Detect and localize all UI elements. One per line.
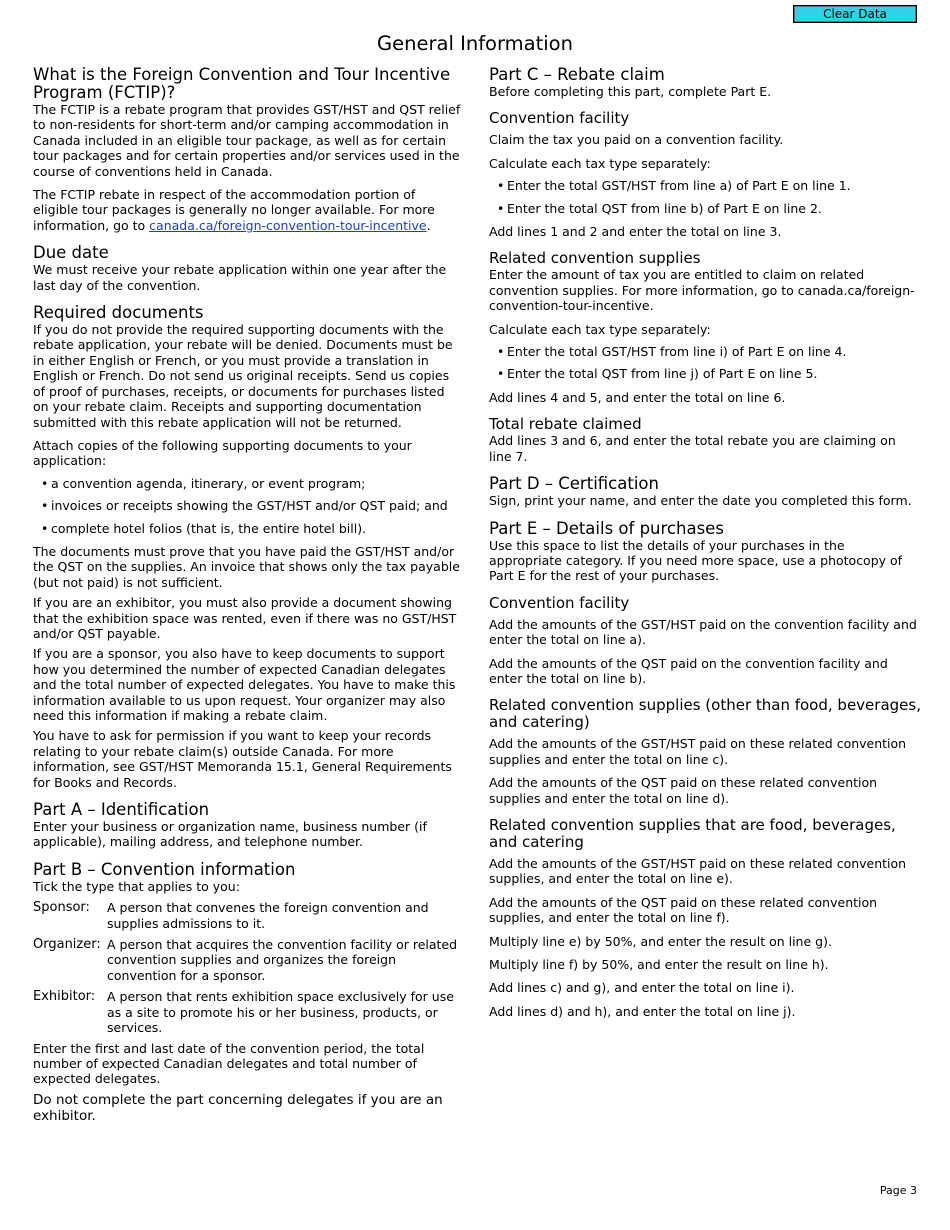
fctip-paragraph-2 bbox=[33, 187, 463, 233]
part-e-food-paragraph-2: Add the amounts of the QST paid on these related convention supplies, and enter the total on line f). bbox=[489, 894, 878, 926]
required-documents-paragraph-1: If you do not provide the required supporting documents with the rebate application, your rebate will be denied. Documents must be in either English or French, or you must provide a translation in English or French. Do not send us original receipts. Send us copies of proof of purchases, receipts, or documents for purchases listed on your rebate claim. Receipts and supporting documentation submitted with this rebate application will not be returned. bbox=[33, 322, 453, 430]
part-d-heading: Part D – Certification bbox=[489, 474, 659, 494]
convention-facility-heading: Convention facility bbox=[489, 109, 630, 128]
required-documents-list bbox=[33, 476, 463, 536]
part-a-heading: Part A – Identification bbox=[33, 800, 210, 820]
part-e-supplies-heading: Related convention supplies (other than food, beverages, and catering) bbox=[489, 696, 921, 732]
list-item: • Enter the total GST/HST from line i) of Part E on line 4. bbox=[489, 344, 921, 359]
fctip-p2-end: . bbox=[426, 217, 431, 233]
related-supplies-paragraph-2: Calculate each tax type separately: bbox=[489, 321, 711, 337]
due-date-heading: Due date bbox=[33, 243, 109, 263]
page-number: Page 3 bbox=[879, 1184, 917, 1197]
related-supplies-paragraph-3: Add lines 4 and 5, and enter the total on line 6. bbox=[489, 389, 786, 405]
list-item: • Enter the total QST from line j) of Part E on line 5. bbox=[489, 366, 921, 381]
definition-term: Organizer: bbox=[33, 937, 101, 953]
convention-facility-paragraph-1: Claim the tax you paid on a convention facility. bbox=[489, 132, 784, 148]
required-documents-paragraph-5: If you are a sponsor, you also have to keep documents to support how you determined the number of expected Canadian delegates and the total number of expected delegates. You have to make this information available to us upon request. Your organizer may also need this information if making a rebate claim. bbox=[33, 646, 456, 723]
part-e-heading: Part E – Details of purchases bbox=[489, 518, 724, 538]
fctip-link[interactable]: canada.ca/foreign-convention-tour-incentive bbox=[149, 217, 427, 233]
part-b-heading: Part B – Convention information bbox=[33, 859, 296, 879]
list-item: • Enter the total GST/HST from line a) of Part E on line 1. bbox=[489, 178, 921, 193]
part-d-paragraph: Sign, print your name, and enter the date you completed this form. bbox=[489, 493, 912, 509]
required-documents-paragraph-6: You have to ask for permission if you want to keep your records relating to your rebate claim(s) outside Canada. For more information, see GST/HST Memoranda 15.1, General Requirements for Books and Records. bbox=[33, 728, 452, 790]
convention-facility-list bbox=[489, 178, 921, 216]
part-b-paragraph-1: Tick the type that applies to you: bbox=[33, 878, 240, 894]
definition-text: A person that acquires the convention facility or related convention supplies and organizes the foreign convention for a sponsor. bbox=[107, 937, 458, 983]
convention-facility-paragraph-2: Calculate each tax type separately: bbox=[489, 155, 711, 171]
part-e-paragraph: Use this space to list the details of your purchases in the appropriate category. If you need more space, use a photocopy of Part E for the rest of your purchases. bbox=[489, 537, 903, 584]
fctip-p2-text: The FCTIP rebate in respect of the accommodation portion of eligible tour packages is generally no longer available. For more information, go to bbox=[33, 187, 435, 233]
required-documents-paragraph-2: Attach copies of the following supporting documents to your application: bbox=[33, 437, 412, 469]
part-e-food-heading: Related convention supplies that are food, beverages, and catering bbox=[489, 815, 896, 851]
definition-term: Sponsor: bbox=[33, 900, 90, 916]
part-e-facility-heading: Convention facility bbox=[489, 593, 630, 612]
part-e-food-paragraph-4: Multiply line f) by 50%, and enter the result on line h). bbox=[489, 957, 829, 972]
related-supplies-heading: Related convention supplies bbox=[489, 249, 701, 268]
definition-exhibitor bbox=[33, 989, 463, 1035]
part-b-paragraph-2: Enter the first and last date of the convention period, the total number of expected Canadian delegates and total number of expected delegates. bbox=[33, 1040, 425, 1087]
related-supplies-list bbox=[489, 344, 921, 382]
definition-sponsor bbox=[33, 900, 463, 931]
list-item: • complete hotel folios (that is, the entire hotel bill). bbox=[33, 521, 463, 536]
required-documents-heading: Required documents bbox=[33, 303, 204, 323]
convention-facility-paragraph-3: Add lines 1 and 2 and enter the total on line 3. bbox=[489, 224, 782, 240]
page-title: General Information bbox=[377, 32, 573, 55]
right-column bbox=[489, 66, 921, 1019]
total-rebate-heading: Total rebate claimed bbox=[489, 415, 642, 434]
list-item: • invoices or receipts showing the GST/HST and/or QST paid; and bbox=[33, 498, 463, 513]
list-item: • Enter the total QST from line b) of Part E on line 2. bbox=[489, 201, 921, 216]
required-documents-paragraph-3: The documents must prove that you have paid the GST/HST and/or the QST on the supplies. An invoice that shows only the tax payable (but not paid) is not sufficient. bbox=[33, 543, 460, 590]
definition-term: Exhibitor: bbox=[33, 989, 96, 1005]
related-supplies-paragraph-1: Enter the amount of tax you are entitled to claim on related convention supplies. For more information, go to canada.ca/foreign-convention-tour-incentive. bbox=[489, 267, 915, 314]
part-a-paragraph: Enter your business or organization name, business number (if applicable), mailing address, and telephone number. bbox=[33, 819, 427, 850]
left-column bbox=[33, 66, 463, 1124]
part-b-paragraph-3: Do not complete the part concerning delegates if you are an exhibitor. bbox=[33, 1091, 443, 1124]
fctip-paragraph-1: The FCTIP is a rebate program that provides GST/HST and QST relief to non-residents for short-term and/or camping accommodation in Canada included in an eligible tour package, as well as for certain tour packages and for certain properties and/or services used in the course of conventions held in Canada. bbox=[33, 102, 461, 179]
part-e-food-paragraph-6: Add lines d) and h), and enter the total on line j). bbox=[489, 1003, 796, 1019]
part-e-food-paragraph-5: Add lines c) and g), and enter the total on line i). bbox=[489, 980, 795, 996]
list-item: • a convention agenda, itinerary, or event program; bbox=[33, 476, 463, 491]
total-rebate-paragraph: Add lines 3 and 6, and enter the total rebate you are claiming on line 7. bbox=[489, 433, 896, 464]
part-e-facility-paragraph-1: Add the amounts of the GST/HST paid on the convention facility and enter the total on line a). bbox=[489, 616, 917, 648]
part-e-food-paragraph-1: Add the amounts of the GST/HST paid on these related convention supplies, and enter the total on line e). bbox=[489, 855, 907, 887]
due-date-paragraph: We must receive your rebate application within one year after the last day of the convention. bbox=[33, 262, 447, 293]
clear-data-button[interactable]: Clear Data bbox=[793, 5, 917, 23]
part-c-heading: Part C – Rebate claim bbox=[489, 65, 665, 84]
part-e-supplies-paragraph-2: Add the amounts of the QST paid on these related convention supplies and enter the total on line d). bbox=[489, 775, 878, 806]
part-c-paragraph: Before completing this part, complete Part E. bbox=[489, 84, 772, 99]
definition-organizer bbox=[33, 937, 463, 983]
definition-text: A person that rents exhibition space exclusively for use as a site to promote his or her business, products, or services. bbox=[107, 989, 454, 1036]
definition-text: A person that convenes the foreign convention and supplies admissions to it. bbox=[107, 900, 429, 931]
part-e-supplies-paragraph-1: Add the amounts of the GST/HST paid on these related convention supplies and enter the total on line c). bbox=[489, 736, 907, 767]
part-e-food-paragraph-3: Multiply line e) by 50%, and enter the result on line g). bbox=[489, 933, 832, 949]
part-e-facility-paragraph-2: Add the amounts of the QST paid on the convention facility and enter the total on line b). bbox=[489, 655, 888, 686]
fctip-heading: What is the Foreign Convention and Tour Incentive Program (FCTIP)? bbox=[33, 65, 451, 102]
required-documents-paragraph-4: If you are an exhibitor, you must also provide a document showing that the exhibition space was rented, even if there was no GST/HST and/or QST payable. bbox=[33, 595, 457, 641]
